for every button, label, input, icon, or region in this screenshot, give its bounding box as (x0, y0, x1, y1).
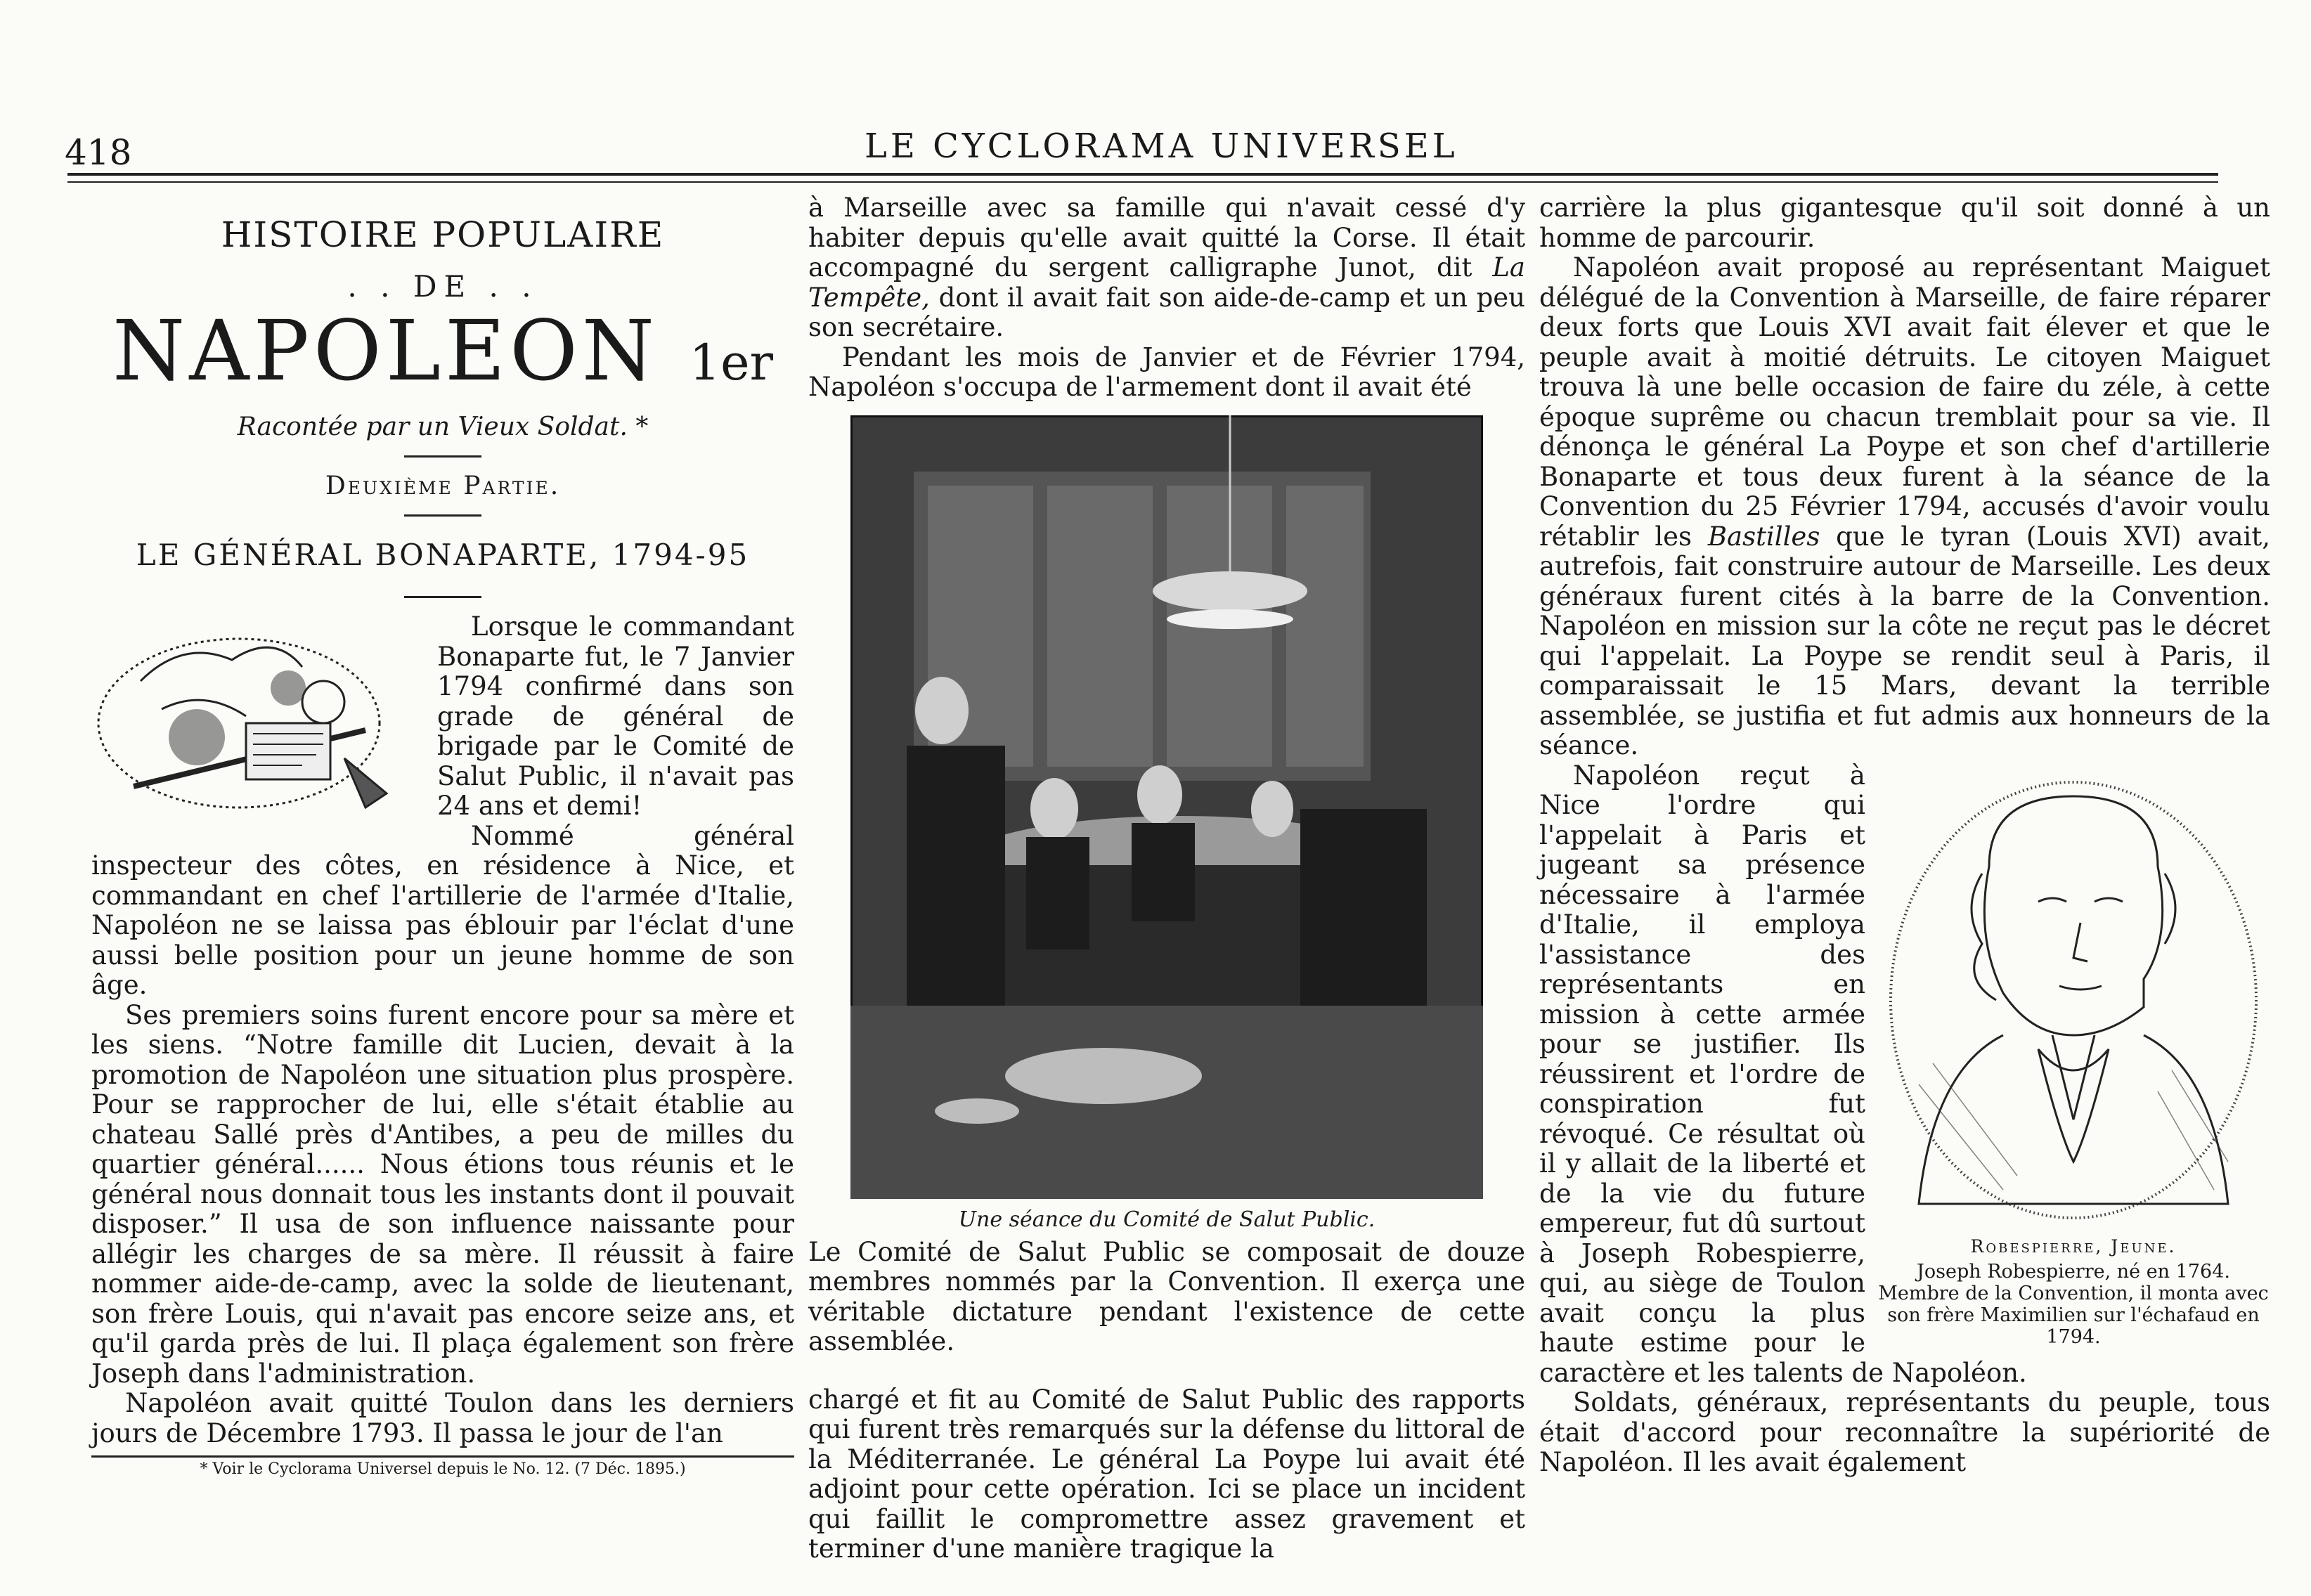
portrait-illustration (1877, 768, 2270, 1225)
main-title-ordinal: 1er (689, 334, 774, 391)
title-block (91, 214, 794, 598)
header-rule (67, 173, 2218, 176)
title-rule (404, 455, 481, 458)
column-1 (91, 193, 794, 1478)
vignette-illustration (91, 618, 422, 829)
paragraph (808, 193, 1525, 343)
engraving-illustration (850, 415, 1483, 1199)
engraving-caption-title: Une séance du Comité de Salut Public. (958, 1207, 1375, 1232)
paragraph: Pendant les mois de Janvier et de Février 1794, Napoléon s'occupa de l'armement dont il avait été (808, 342, 1525, 402)
engraving-caption: Le Comité de Salut Public se composait de douze membres nommés par la Convention. Il exerça une véritable dictature pendant l'existence de cette assemblée. (808, 1236, 1525, 1356)
paragraph: carrière la plus gigantesque qu'il soit donné à un homme de parcourir. (1539, 193, 2270, 253)
column-2 (808, 193, 1525, 1564)
paragraph-text: que le tyran (Louis XVI) avait, autrefois, fait construire autour de Marseille. Les deux généraux furent cités à la barre de la Convention. Napoléon en mission sur la côte ne reçut pas le décret qui l'appelait. La Poype se rendit seul à Paris, il comparaissait le 15 Mars, devant la terrible assemblée, se justifia et fut admis aux honneurs de la séance. (1539, 521, 2271, 760)
footnote-rule (91, 1455, 794, 1458)
page-number: 418 (65, 132, 132, 173)
main-title (91, 302, 794, 408)
title-de: . . DE . . (347, 269, 538, 304)
chapter-heading: LE GÉNÉRAL BONAPARTE, 1794-95 (136, 538, 750, 572)
column-3 (1539, 193, 2270, 1478)
paragraph: Napoléon reçut à Nice l'ordre qui l'appelait à Paris et jugeant sa présence nécessaire à l'armée d'Italie, il employa l'assistance des représentants en mission à cette armée pour se justifier. Ils réussirent et l'ordre de conspiration fut révoqué. Ce résultat où il y allait de la liberté et de la vie du future empereur, fut dû surtout à Joseph Robespierre, qui, au siège de Toulon avait conçu la plus haute estime pour le caractère et les talents de Napoléon. (1539, 760, 2027, 1388)
main-title-name: NAPOLEON (112, 302, 659, 399)
paragraph: Soldats, généraux, représentants du peuple, tous était d'accord pour reconnaître la supériorité de Napoléon. Il les avait également (1539, 1387, 2270, 1477)
paragraph: Napoléon avait quitté Toulon dans les derniers jours de Décembre 1793. Il passa le jour de l'an (91, 1388, 794, 1448)
portrait-figure (1877, 768, 2270, 1348)
part-heading: Deuxième Partie. (325, 472, 561, 500)
paragraph (1539, 253, 2270, 761)
paragraph: Nommé général inspecteur des côtes, en résidence à Nice, et commandant en chef l'artillerie de l'armée d'Italie, Napoléon ne se laissa pas éblouir par l'éclat d'une aussi belle position pour un jeune homme de son âge. (91, 820, 794, 1000)
part-rule (404, 514, 481, 517)
paragraph-italic: La Tempête, (808, 252, 1525, 313)
portrait-caption: Joseph Robespierre, né en 1764. Membre de la Convention, il monta avec son frère Maximilien sur l'échafaud en 1794. (1878, 1260, 2269, 1348)
header-rule-thin (67, 181, 2218, 183)
footnote: * Voir le Cyclorama Universel depuis le No. 12. (7 Déc. 1895.) (200, 1460, 686, 1478)
paragraph: Ses premiers soins furent encore pour sa mère et les siens. “Notre famille dit Lucien, devait à la promotion de Napoléon une situation plus prospère. Pour se rapprocher de lui, elle s'était établie au chateau Sallé près d'Antibes, a peu de milles du quartier général...... Nous étions tous réunis et le général nous donnait tous les instants dont il pouvait disposer.” Il usa de son influence naissante pour allégir les charges de sa mère. Il réussit à faire nommer aide-de-camp, avec la solde de lieutenant, son frère Louis, qui n'avait pas encore seize ans, et qu'il garda près de lui. Il plaça également son frère Joseph dans l'administration. (91, 999, 794, 1389)
paragraph-text: Napoléon avait proposé au représentant Maiguet délégué de la Convention à Marseille, de faire réparer deux forts que Louis XVI avait fait élever et que le peuple avait à moitié détruits. Le citoyen Maiguet trouva là une belle occasion de faire du zéle, à cette époque suprême ou chacun tremblait pour sa vie. Il dénonça le général La Poype et son chef d'artillerie Bonaparte et tous deux furent à la séance de la Convention du 25 Février 1794, accusés d'avoir voulu rétablir les (1539, 252, 2270, 552)
paragraph-text: à Marseille avec sa famille qui n'avait cessé d'y habiter depuis qu'elle avait quitté la Corse. Il était accompagné du sergent calligraphe Junot, dit (808, 193, 1525, 283)
paragraph-text: dont il avait fait son aide-de-camp et un peu son secrétaire. (808, 282, 1525, 342)
series-title: HISTOIRE POPULAIRE (221, 214, 665, 255)
paragraph: chargé et fit au Comité de Salut Public des rapports qui furent très remarqués sur la défense du littoral de la Méditerranée. Le général La Poype lui avait été adjoint pour cette opération. Ici se place un incident qui faillit le compromettre assez gravement et terminer d'une manière tragique la (808, 1384, 1525, 1564)
paragraph-italic: Bastilles (1707, 521, 1820, 552)
paragraph: Lorsque le commandant Bonaparte fut, le 7 Janvier 1794 confirmé dans son grade de général de brigade par le Comité de Salut Public, il n'avait pas 24 ans et demi! (437, 611, 794, 821)
portrait-name: Robespierre, Jeune. (1970, 1235, 2177, 1257)
chapter-rule (404, 596, 481, 598)
running-title: LE CYCLORAMA UNIVERSEL (865, 126, 1458, 166)
subtitle: Racontée par un Vieux Soldat. * (237, 413, 649, 441)
